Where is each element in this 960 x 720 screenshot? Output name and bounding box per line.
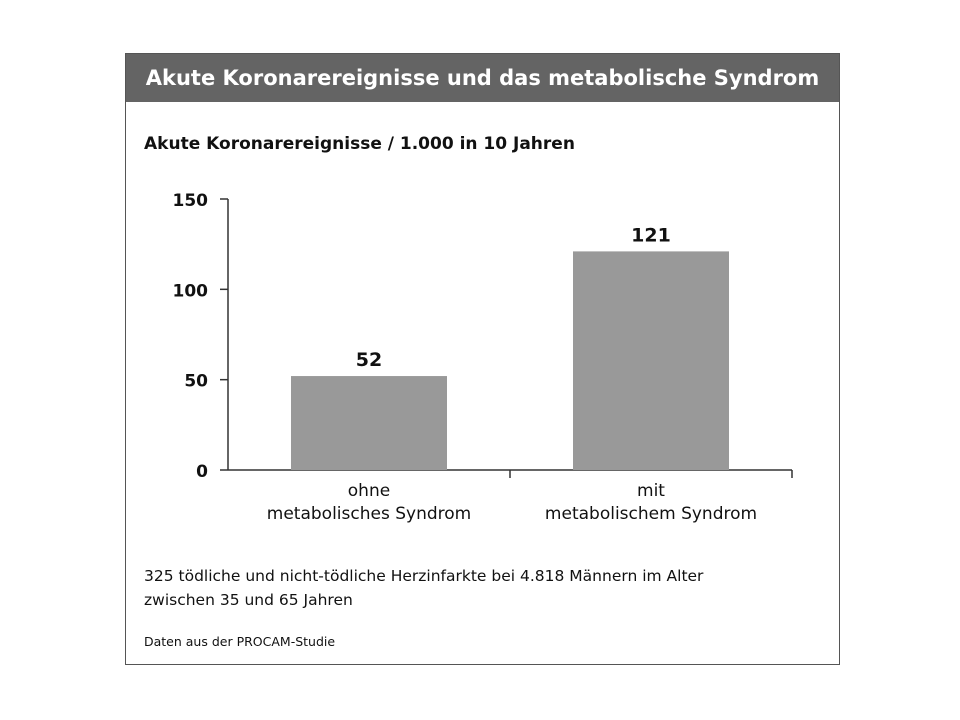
bar [291, 376, 447, 470]
x-category-label: metabolisches Syndrom [266, 504, 472, 524]
caption-line-1: 325 tödliche und nicht-tödliche Herzinfarkte bei 4.818 Männern im Alter [144, 567, 704, 585]
y-axis-title: Akute Koronarereignisse / 1.000 in 10 Jahren [144, 134, 575, 154]
x-category-label: metabolischem Syndrom [544, 504, 758, 524]
caption-line-2: zwischen 35 und 65 Jahren [144, 591, 353, 609]
bar-value-label: 121 [631, 224, 671, 247]
chart-frame [125, 53, 840, 665]
source-note: Daten aus der PROCAM-Studie [144, 634, 336, 649]
y-tick-label: 150 [172, 191, 208, 211]
bar-value-label: 52 [355, 349, 383, 372]
x-category-label: ohne [347, 481, 391, 501]
chart-header: Akute Koronarereignisse und das metabolische Syndrom [126, 54, 839, 102]
bar [573, 251, 729, 470]
y-tick-label: 100 [172, 281, 208, 302]
chart-caption [144, 564, 804, 612]
x-category-label: mit [637, 481, 665, 501]
y-tick-label: 50 [184, 371, 208, 392]
y-tick-label: 0 [196, 462, 208, 482]
bar-chart [126, 54, 839, 564]
